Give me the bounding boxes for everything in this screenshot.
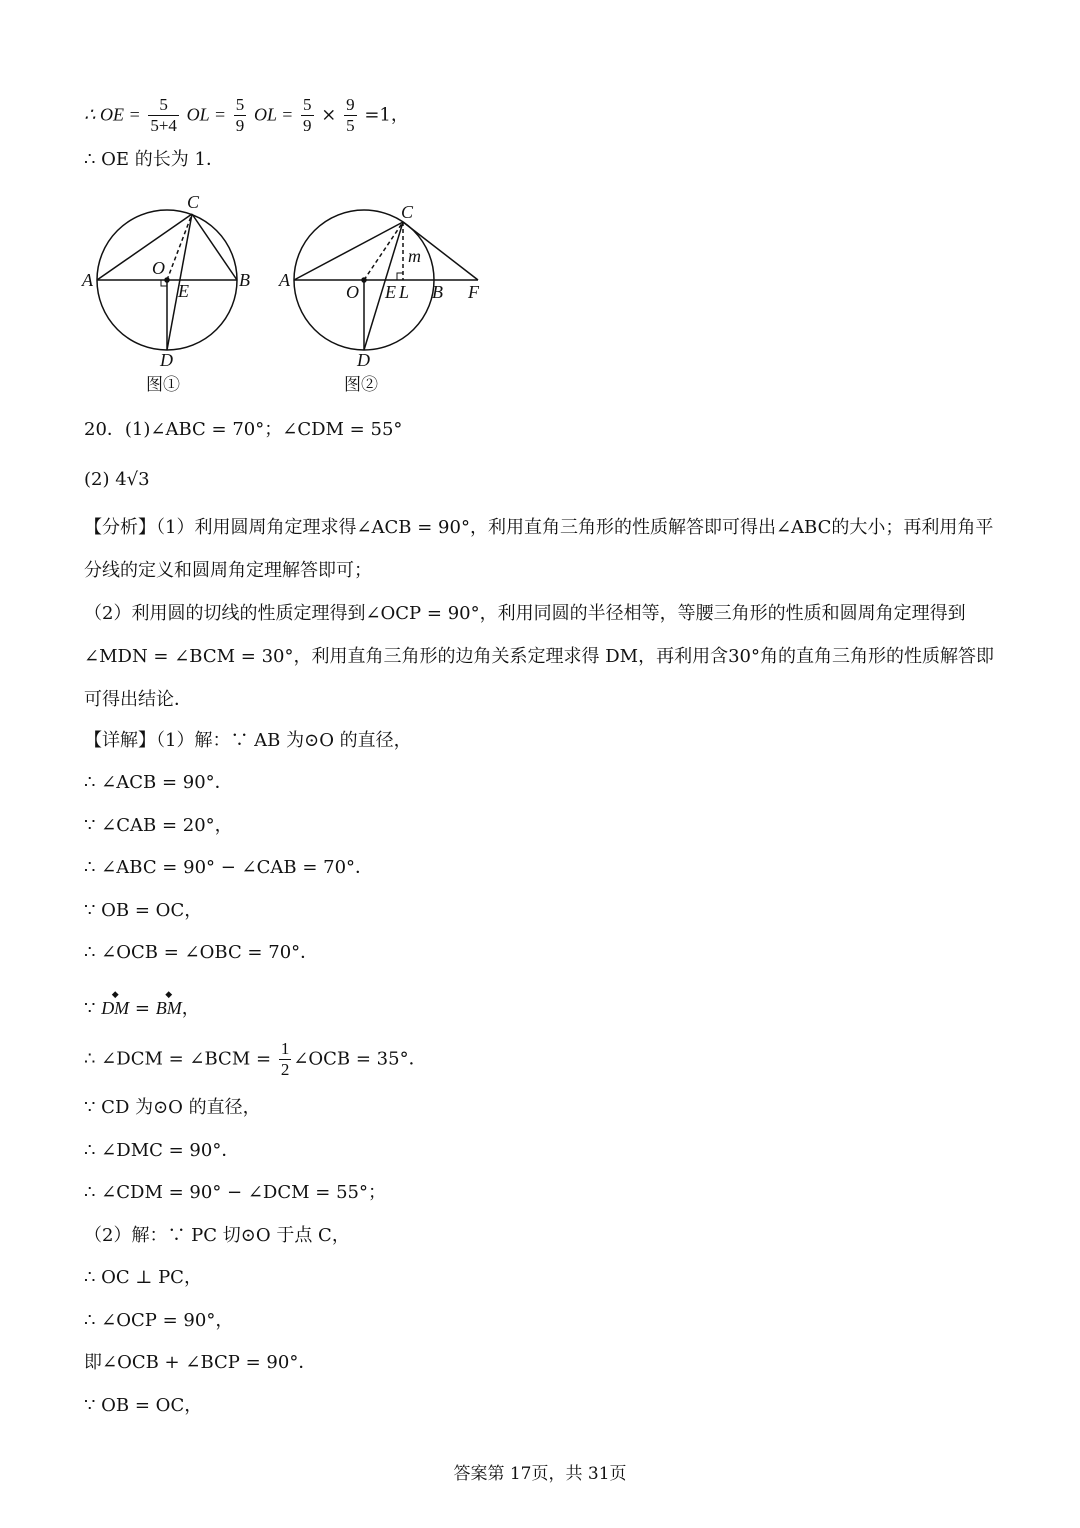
detail-line-13: ∴ OC ⊥ PC， — [84, 1267, 202, 1288]
q20-answer-part1: 20．(1)∠ABC = 70°；∠CDM = 55° — [84, 419, 403, 440]
detail-line-9: ∵ CD 为⊙O 的直径， — [84, 1097, 261, 1118]
fig1-label-d: D — [160, 350, 173, 370]
detail-line-8: ∴ ∠DCM = ∠BCM = $\frac{1}{2}$ ∠OCB = 35°． — [84, 1039, 427, 1079]
detail-line-16: ∵ OB = OC， — [84, 1395, 203, 1416]
oe-formula — [84, 95, 1010, 136]
figure-1-labels — [81, 192, 250, 395]
ol-term-2: OL = — [253, 104, 294, 125]
figure-2 — [294, 210, 478, 350]
fig1-label-c: C — [187, 192, 200, 212]
fraction-one-half: $\frac{1}{2}$ — [280, 1039, 290, 1079]
detail-line-2: ∴ ∠ACB = 90°． — [84, 772, 233, 793]
fig2-label-o: O — [346, 282, 359, 302]
fig2-label-c: C — [401, 202, 414, 222]
times-sign: × — [321, 104, 337, 126]
analysis-paragraph-2: （2）利用圆的切线的性质定理得到∠OCP = 90°，利用同圆的半径相等，等腰三角形的性质和圆周角定理得到∠MDN = ∠BCM = 30°，利用直角三角形的边角关系定理求得 DM，再利用含30°角的直角三角形的性质解答即可得出结论． — [84, 603, 994, 710]
fraction-5-over-5plus4: $\frac{5}{5+4}$ — [150, 95, 177, 135]
oe-conclusion: ∴ OE 的长为 1． — [84, 149, 224, 170]
fig2-label-l: L — [399, 282, 410, 302]
fig2-label-f: F — [468, 282, 479, 302]
ol-term-1: OL = — [186, 104, 226, 125]
fig2-label-a: A — [279, 270, 290, 290]
fig1-label-a: A — [82, 270, 93, 290]
arc-bm: ◆ BM — [156, 996, 182, 1020]
fig2-caption: 图② — [344, 375, 378, 395]
fig1-caption: 图① — [146, 375, 180, 395]
fraction-9-over-5: $\frac{9}{5}$ — [346, 95, 355, 135]
arc-dm: ◆ DM — [101, 996, 129, 1020]
fraction-5-over-9-b: $\frac{5}{9}$ — [303, 95, 312, 135]
detail-line-11: ∴ ∠CDM = 90° − ∠DCM = 55°； — [84, 1182, 386, 1203]
fig1-center-dot — [165, 278, 169, 282]
fig2-label-e: E — [385, 282, 396, 302]
oe-result: =1， — [364, 104, 409, 126]
fig2-chord-cd — [364, 222, 403, 350]
detail-line-1: 【详解】（1）解：∵ AB 为⊙O 的直径， — [84, 730, 412, 751]
detail-line-10: ∴ ∠DMC = 90°． — [84, 1140, 240, 1161]
fig2-center-dot — [362, 278, 366, 282]
figure-1 — [97, 210, 237, 350]
fig1-label-o: O — [152, 258, 165, 278]
fig1-label-b: B — [239, 270, 250, 290]
oe-prefix: ∴ OE = — [84, 104, 141, 125]
fig2-dashed-oc — [364, 222, 403, 280]
geometry-figures — [70, 188, 510, 403]
detail-line-7-arc-equality: ∵ ◆ DM = ◆ BM， — [84, 996, 1010, 1021]
detail-line-12: （2）解：∵ PC 切⊙O 于点 C， — [84, 1225, 350, 1246]
detail-line-4: ∴ ∠ABC = 90° − ∠CAB = 70°． — [84, 857, 374, 878]
detail-line-6: ∴ ∠OCB = ∠OBC = 70°． — [84, 942, 319, 963]
fig2-right-angle-mark — [397, 273, 403, 280]
detail-line-5: ∵ OB = OC， — [84, 900, 203, 921]
fraction-5-over-9-a: $\frac{5}{9}$ — [235, 95, 245, 135]
fig1-label-e: E — [178, 281, 189, 301]
fig2-label-d: D — [357, 350, 370, 370]
detail-line-14: ∴ ∠OCP = 90°， — [84, 1310, 234, 1331]
fig2-label-b: B — [432, 282, 443, 302]
fig1-chord-cb — [192, 214, 237, 280]
q20-answer-part2: (2) 4√3 — [84, 469, 150, 490]
fig1-chord-ac — [97, 214, 192, 280]
fig2-chord-ac — [294, 222, 403, 280]
detail-line-3: ∵ ∠CAB = 20°， — [84, 815, 233, 836]
analysis-paragraph-1: 【分析】（1）利用圆周角定理求得∠ACB = 90°，利用直角三角形的性质解答即可得出∠ABC的大小；再利用角平分线的定义和圆周角定理解答即可； — [84, 517, 994, 581]
page-footer: 答案第 17页，共 31页 — [453, 1464, 627, 1484]
fig1-dashed-oc — [167, 214, 192, 280]
detail-line-15: 即∠OCB + ∠BCP = 90°． — [84, 1352, 317, 1373]
fig2-label-m: m — [408, 246, 421, 266]
